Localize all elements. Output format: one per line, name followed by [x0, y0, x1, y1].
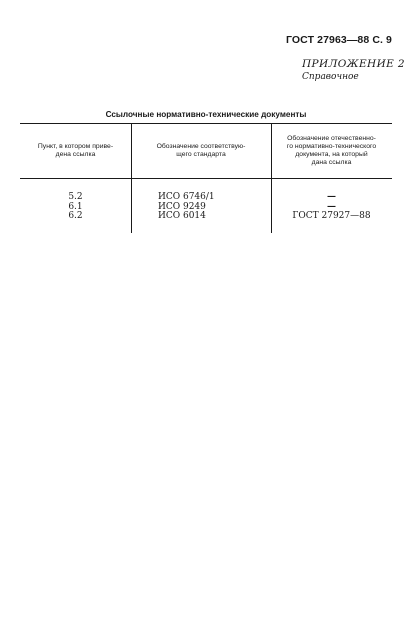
reference-table [20, 123, 392, 243]
table-row-clause: 6.2 [68, 211, 83, 221]
appendix-subtitle: Справочное [302, 72, 359, 82]
table-row-clause: 5.2 [68, 192, 83, 202]
domestic-column [271, 193, 392, 222]
appendix-title: ПРИЛОЖЕНИЕ 2 [302, 58, 406, 70]
table-row-domestic: — [327, 201, 336, 212]
standard-column [158, 193, 268, 222]
table-header-rule [20, 178, 392, 179]
table-row-clause: 6.1 [68, 201, 83, 212]
table-row-standard: ИСО 6746/1 [158, 192, 215, 202]
clause-column [20, 193, 131, 222]
column-header-standard: Обозначение соответствую- щего стандарта [156, 142, 246, 158]
column-header-domestic: Обозначение отечественно- го нормативно-технического документа, на который дана ссылка [286, 134, 377, 166]
table-row-domestic: — [327, 192, 336, 202]
table-title: Ссылочные нормативно-технические документы [105, 110, 307, 119]
column-header-clause: Пункт, в котором приве- дена ссылка [37, 142, 114, 158]
table-row-domestic: ГОСТ 27927—88 [292, 211, 371, 221]
page-header: ГОСТ 27963—88 С. 9 [286, 34, 392, 46]
table-row-standard: ИСО 9249 [158, 201, 206, 212]
table-row-standard: ИСО 6014 [158, 211, 206, 221]
